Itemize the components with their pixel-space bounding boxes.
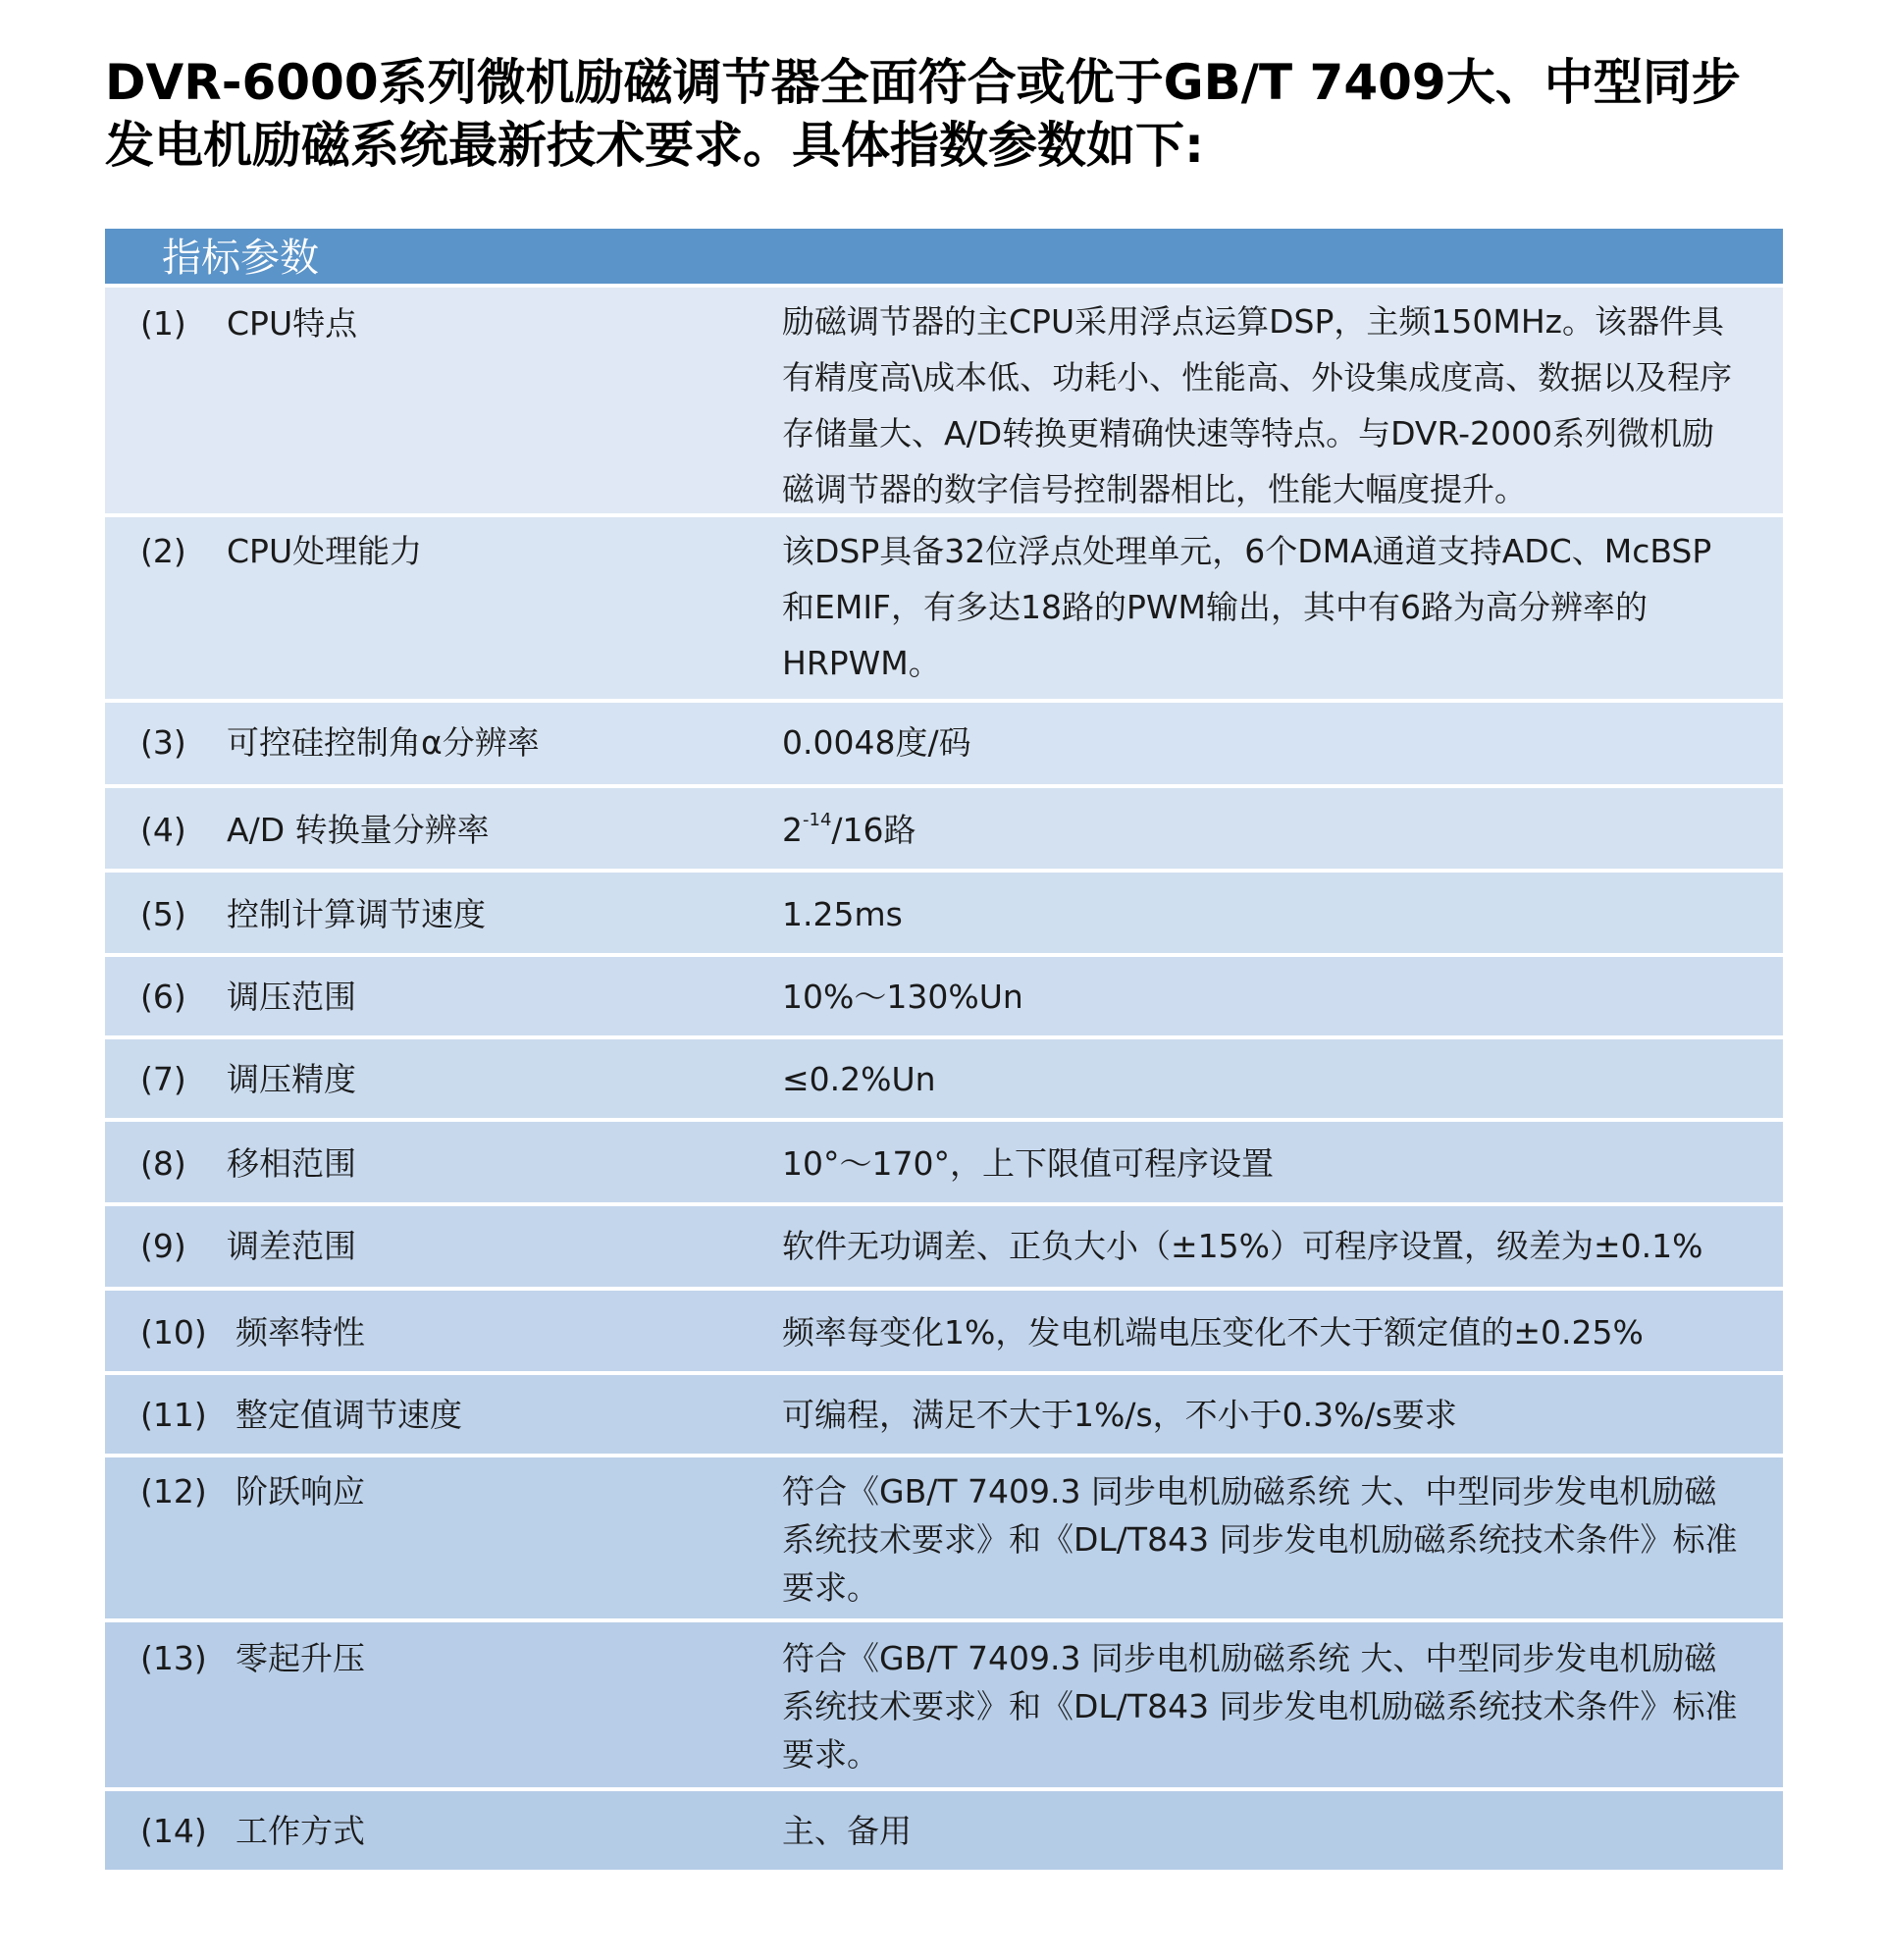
row-value: 可编程，满足不大于1%/s，不小于0.3%/s要求 (782, 1396, 1457, 1434)
row-label-text: 阶跃响应 (236, 1472, 365, 1510)
row-value: 励磁调节器的主CPU采用浮点运算DSP，主频150MHz。该器件具有精度高\成本低、功耗小、性能高、外设集成度高、数据以及程序存储量大、A/D转换更精确快速等特点。与DVR-2000系列微机励磁调节器的数字信号控制器相比，性能大幅度提升。 (782, 302, 1733, 508)
table-row (105, 1206, 1783, 1291)
row-label-text: 移相范围 (227, 1144, 356, 1183)
row-value: 1.25ms (782, 895, 903, 933)
table-row (105, 288, 1783, 517)
row-number: (9) (140, 1227, 186, 1265)
row-value: 主、备用 (782, 1812, 912, 1850)
table-row (105, 873, 1783, 957)
row-label (105, 1467, 782, 1618)
row-label (105, 969, 782, 1035)
row-label (105, 802, 782, 869)
table-row (105, 1039, 1783, 1122)
row-label-text: 可控硅控制角α分辨率 (227, 723, 540, 762)
row-value: 符合《GB/T 7409.3 同步电机励磁系统 大、中型同步发电机励磁系统技术要求》和《DL/T843 同步发电机励磁系统技术条件》标准要求。 (782, 1639, 1738, 1774)
table-row (105, 1622, 1783, 1791)
row-label-text: CPU特点 (227, 304, 358, 343)
row-label (105, 523, 782, 699)
page-heading (105, 51, 1793, 177)
table-row (105, 957, 1783, 1039)
row-number: (11) (140, 1396, 207, 1434)
row-label-text: 调压范围 (227, 978, 356, 1016)
row-value: 该DSP具备32位浮点处理单元，6个DMA通道支持ADC、McBSP和EMIF，有多达18路的PWM输出，其中有6路为高分辨率的HRPWM。 (782, 532, 1712, 682)
row-value: ≤0.2%Un (782, 1060, 936, 1098)
row-value: 10%～130%Un (782, 978, 1023, 1016)
value-rest: /16路 (831, 811, 916, 849)
row-value: 10°～170°，上下限值可程序设置 (782, 1144, 1274, 1183)
row-number: (13) (140, 1639, 207, 1677)
table-row (105, 1375, 1783, 1457)
row-label (105, 715, 782, 784)
row-value: 符合《GB/T 7409.3 同步电机励磁系统 大、中型同步发电机励磁系统技术要求》和《DL/T843 同步发电机励磁系统技术条件》标准要求。 (782, 1472, 1738, 1607)
row-label-text: 工作方式 (236, 1812, 365, 1850)
table-row (105, 788, 1783, 873)
row-number: (8) (140, 1144, 186, 1183)
row-label (105, 293, 782, 513)
row-label-text: 频率特性 (236, 1313, 365, 1351)
table-row (105, 1291, 1783, 1375)
row-label-text: 调压精度 (227, 1060, 356, 1098)
row-value: 软件无功调差、正负大小（±15%）可程序设置，级差为±0.1% (782, 1227, 1703, 1265)
value-exponent: -14 (803, 810, 832, 830)
row-label (105, 1304, 782, 1371)
row-number: (1) (140, 304, 186, 343)
row-number: (14) (140, 1812, 207, 1850)
row-label (105, 1051, 782, 1118)
row-label (105, 1136, 782, 1202)
row-label-text: A/D 转换量分辨率 (227, 811, 490, 849)
row-label (105, 1803, 782, 1870)
row-number: (12) (140, 1472, 207, 1510)
row-label (105, 1634, 782, 1787)
row-label (105, 886, 782, 953)
row-label (105, 1218, 782, 1287)
table-row (105, 517, 1783, 703)
row-number: (10) (140, 1313, 207, 1351)
row-label-text: 整定值调节速度 (236, 1396, 462, 1434)
heading-line-2: 发电机励磁系统最新技术要求。具体指数参数如下: (105, 117, 1204, 174)
row-number: (6) (140, 978, 186, 1016)
row-label-text: 控制计算调节速度 (227, 895, 486, 933)
row-label-text: 调差范围 (227, 1227, 356, 1265)
row-value: 频率每变化1%，发电机端电压变化不大于额定值的±0.25% (782, 1313, 1644, 1351)
row-number: (2) (140, 532, 186, 570)
row-number: (5) (140, 895, 186, 933)
row-label-text: CPU处理能力 (227, 532, 423, 570)
table-row (105, 1457, 1783, 1622)
row-number: (3) (140, 723, 186, 762)
table-row (105, 703, 1783, 788)
row-label (105, 1387, 782, 1454)
row-number: (7) (140, 1060, 186, 1098)
table-row (105, 1791, 1783, 1870)
spec-table (105, 229, 1783, 1870)
table-header: 指标参数 (105, 229, 1783, 288)
row-value (782, 802, 1783, 869)
row-value: 0.0048度/码 (782, 723, 971, 762)
heading-line-1: DVR-6000系列微机励磁调节器全面符合或优于GB/T 7409大、中型同步 (105, 54, 1741, 111)
row-label-text: 零起升压 (236, 1639, 365, 1677)
table-row (105, 1122, 1783, 1206)
value-base: 2 (782, 811, 803, 849)
row-number: (4) (140, 811, 186, 849)
